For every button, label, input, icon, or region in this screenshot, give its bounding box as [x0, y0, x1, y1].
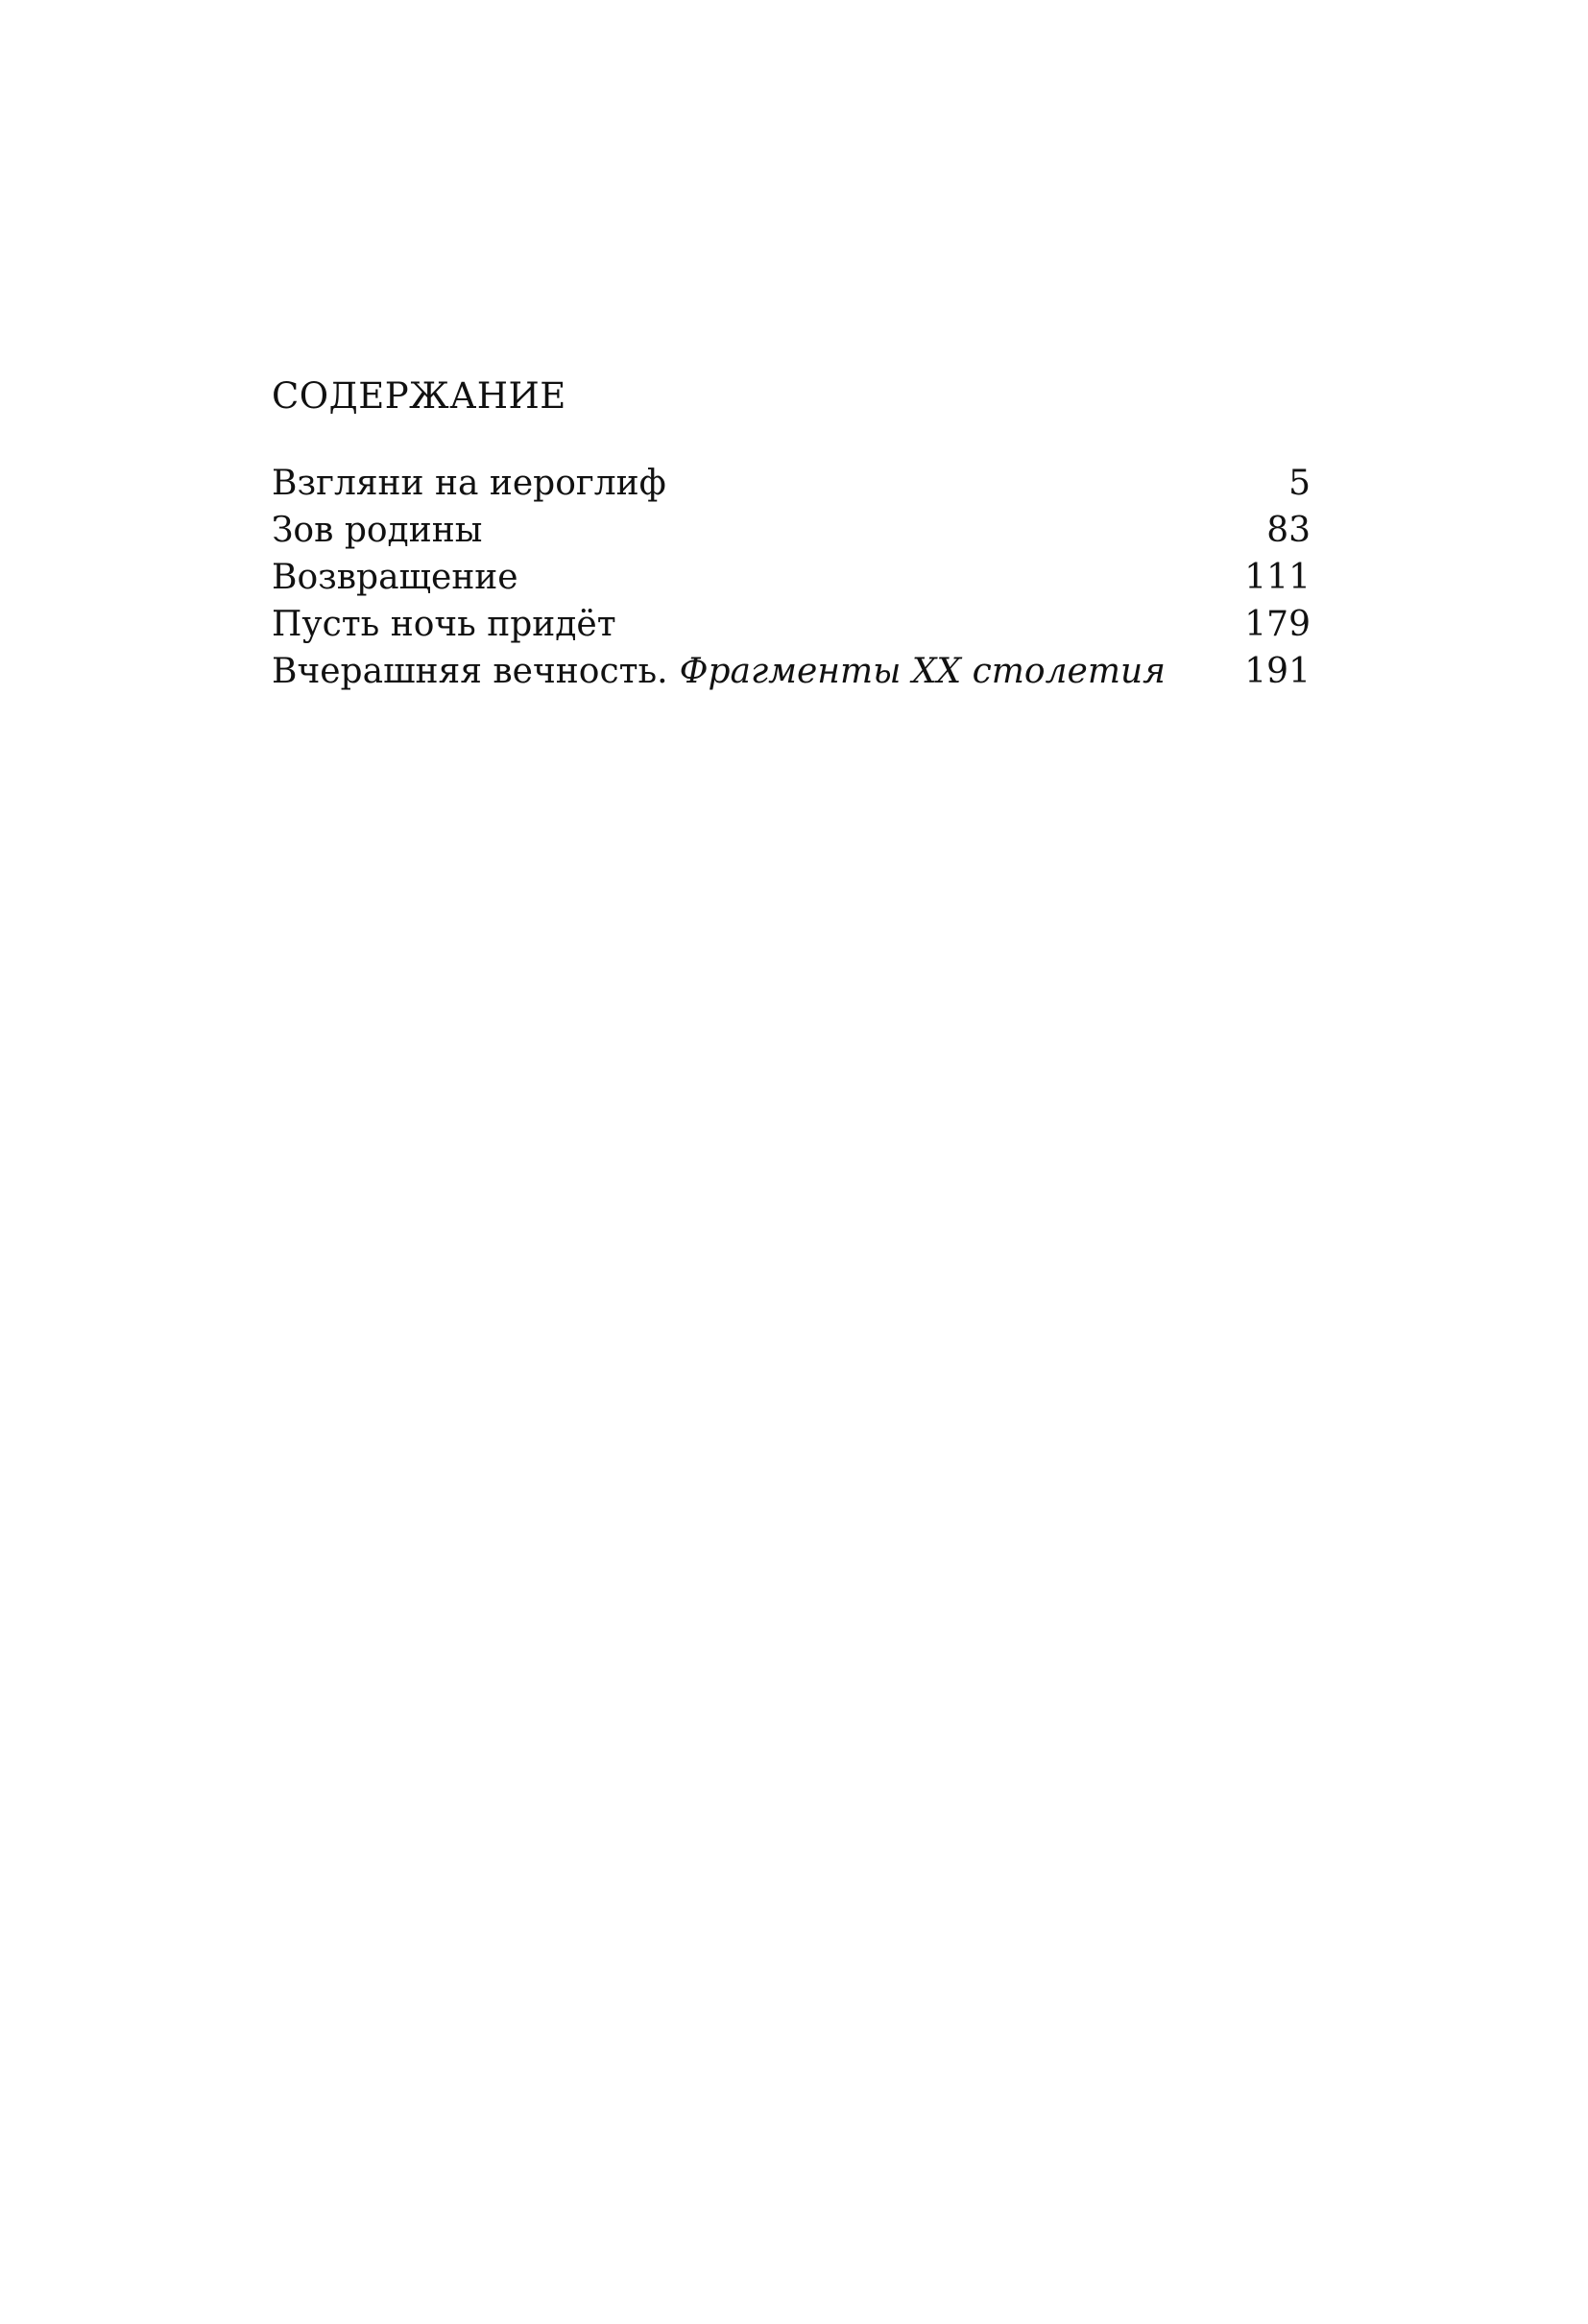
toc-entry-title: Возвращение [272, 558, 518, 597]
toc-entry [272, 460, 1311, 507]
toc-heading: СОДЕРЖАНИЕ [272, 375, 566, 417]
toc-entry-title: Зов родины [272, 511, 483, 550]
toc-entry [272, 601, 1311, 648]
toc-entry-page: 5 [1288, 464, 1311, 503]
toc-list [272, 460, 1311, 695]
toc-entry [272, 554, 1311, 601]
toc-entry-title: Вчерашняя вечность. [272, 652, 668, 691]
toc-entry-title-group [272, 648, 1166, 695]
toc-entry-page: 179 [1244, 605, 1311, 644]
toc-entry [272, 507, 1311, 554]
toc-entry-page: 111 [1244, 558, 1311, 597]
table-of-contents [272, 373, 1311, 695]
toc-entry-page: 191 [1244, 652, 1311, 691]
toc-entry-page: 83 [1266, 511, 1311, 550]
toc-entry [272, 648, 1311, 695]
toc-entry-title: Взгляни на иероглиф [272, 464, 666, 503]
toc-entry-subtitle: Фрагменты XX столетия [679, 652, 1166, 691]
toc-entry-title: Пусть ночь придёт [272, 605, 616, 644]
